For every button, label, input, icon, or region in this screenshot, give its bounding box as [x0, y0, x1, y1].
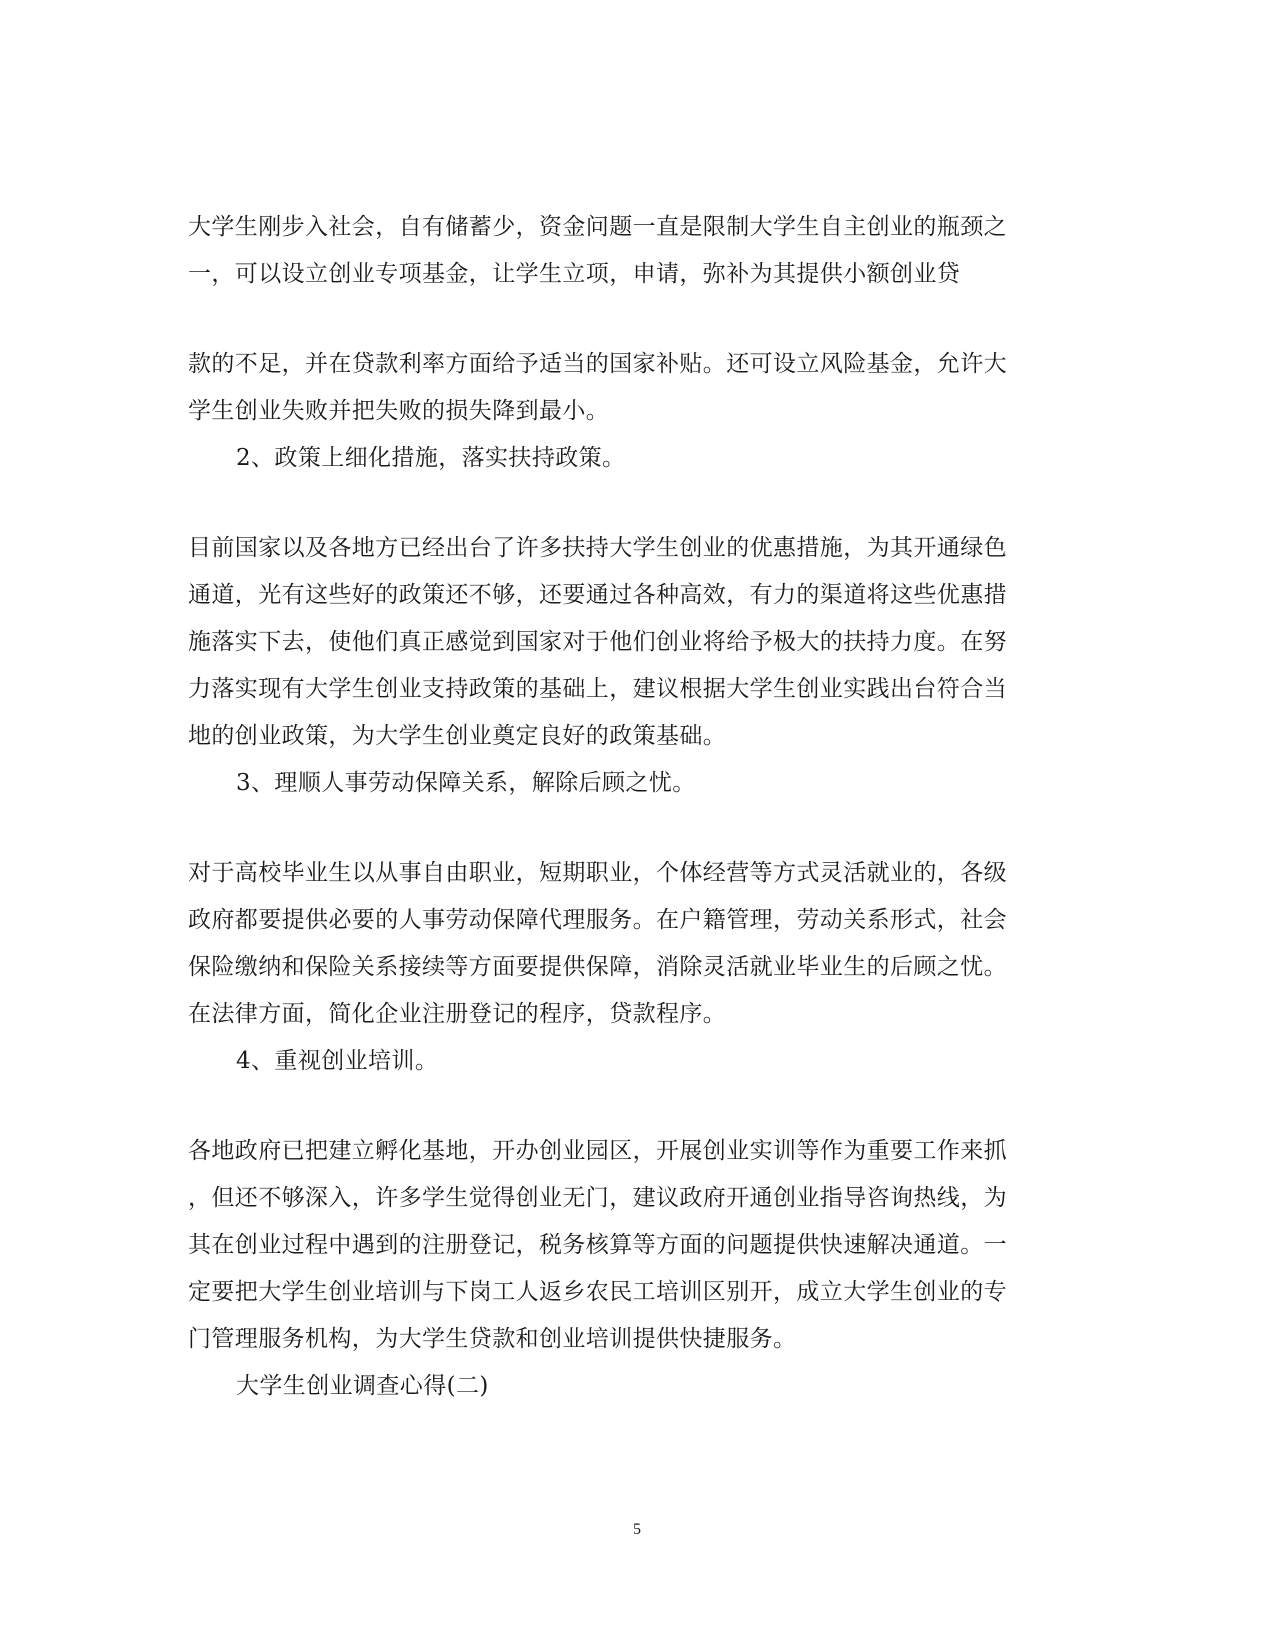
paragraph-line: 通道，光有这些好的政策还不够，还要通过各种高效，有力的渠道将这些优惠措	[188, 582, 1007, 608]
paragraph-line: ，但还不够深入，许多学生觉得创业无门，建议政府开通创业指导咨询热线，为	[188, 1185, 1007, 1211]
paragraph-line: 在法律方面，简化企业注册登记的程序，贷款程序。	[188, 1001, 727, 1027]
paragraph-line: 力落实现有大学生创业支持政策的基础上，建议根据大学生创业实践出台符合当	[188, 676, 1007, 702]
paragraph-line: 门管理服务机构，为大学生贷款和创业培训提供快捷服务。	[188, 1326, 797, 1352]
paragraph-line: 大学生刚步入社会，自有储蓄少，资金问题一直是限制大学生自主创业的瓶颈之	[188, 214, 1007, 240]
paragraph-line: 政府都要提供必要的人事劳动保障代理服务。在户籍管理，劳动关系形式，社会	[188, 907, 1007, 933]
page-number: 5	[633, 1521, 641, 1538]
paragraph-line: 各地政府已把建立孵化基地，开办创业园区，开展创业实训等作为重要工作来抓	[188, 1138, 1007, 1164]
paragraph-line: 定要把大学生创业培训与下岗工人返乡农民工培训区别开，成立大学生创业的专	[188, 1279, 1007, 1305]
paragraph-line: 对于高校毕业生以从事自由职业，短期职业，个体经营等方式灵活就业的，各级	[188, 860, 1007, 886]
paragraph-line: 一，可以设立创业专项基金，让学生立项，申请，弥补为其提供小额创业贷	[188, 261, 961, 287]
paragraph-line: 地的创业政策，为大学生创业奠定良好的政策基础。	[188, 723, 727, 749]
section-heading: 3、理顺人事劳动保障关系，解除后顾之忧。	[236, 770, 696, 796]
paragraph-line: 保险缴纳和保险关系接续等方面要提供保障，消除灵活就业毕业生的后顾之忧。	[188, 954, 1007, 980]
paragraph-line: 款的不足，并在贷款利率方面给予适当的国家补贴。还可设立风险基金，允许大	[188, 351, 1007, 377]
paragraph-line: 学生创业失败并把失败的损失降到最小。	[188, 398, 610, 424]
section-heading: 4、重视创业培训。	[236, 1048, 439, 1074]
paragraph-line: 目前国家以及各地方已经出台了许多扶持大学生创业的优惠措施，为其开通绿色	[188, 535, 1007, 561]
section-title: 大学生创业调查心得(二)	[236, 1373, 489, 1399]
paragraph-line: 其在创业过程中遇到的注册登记，税务核算等方面的问题提供快速解决通道。一	[188, 1232, 1007, 1258]
section-heading: 2、政策上细化措施，落实扶持政策。	[236, 445, 626, 471]
paragraph-line: 施落实下去，使他们真正感觉到国家对于他们创业将给予极大的扶持力度。在努	[188, 629, 1007, 655]
